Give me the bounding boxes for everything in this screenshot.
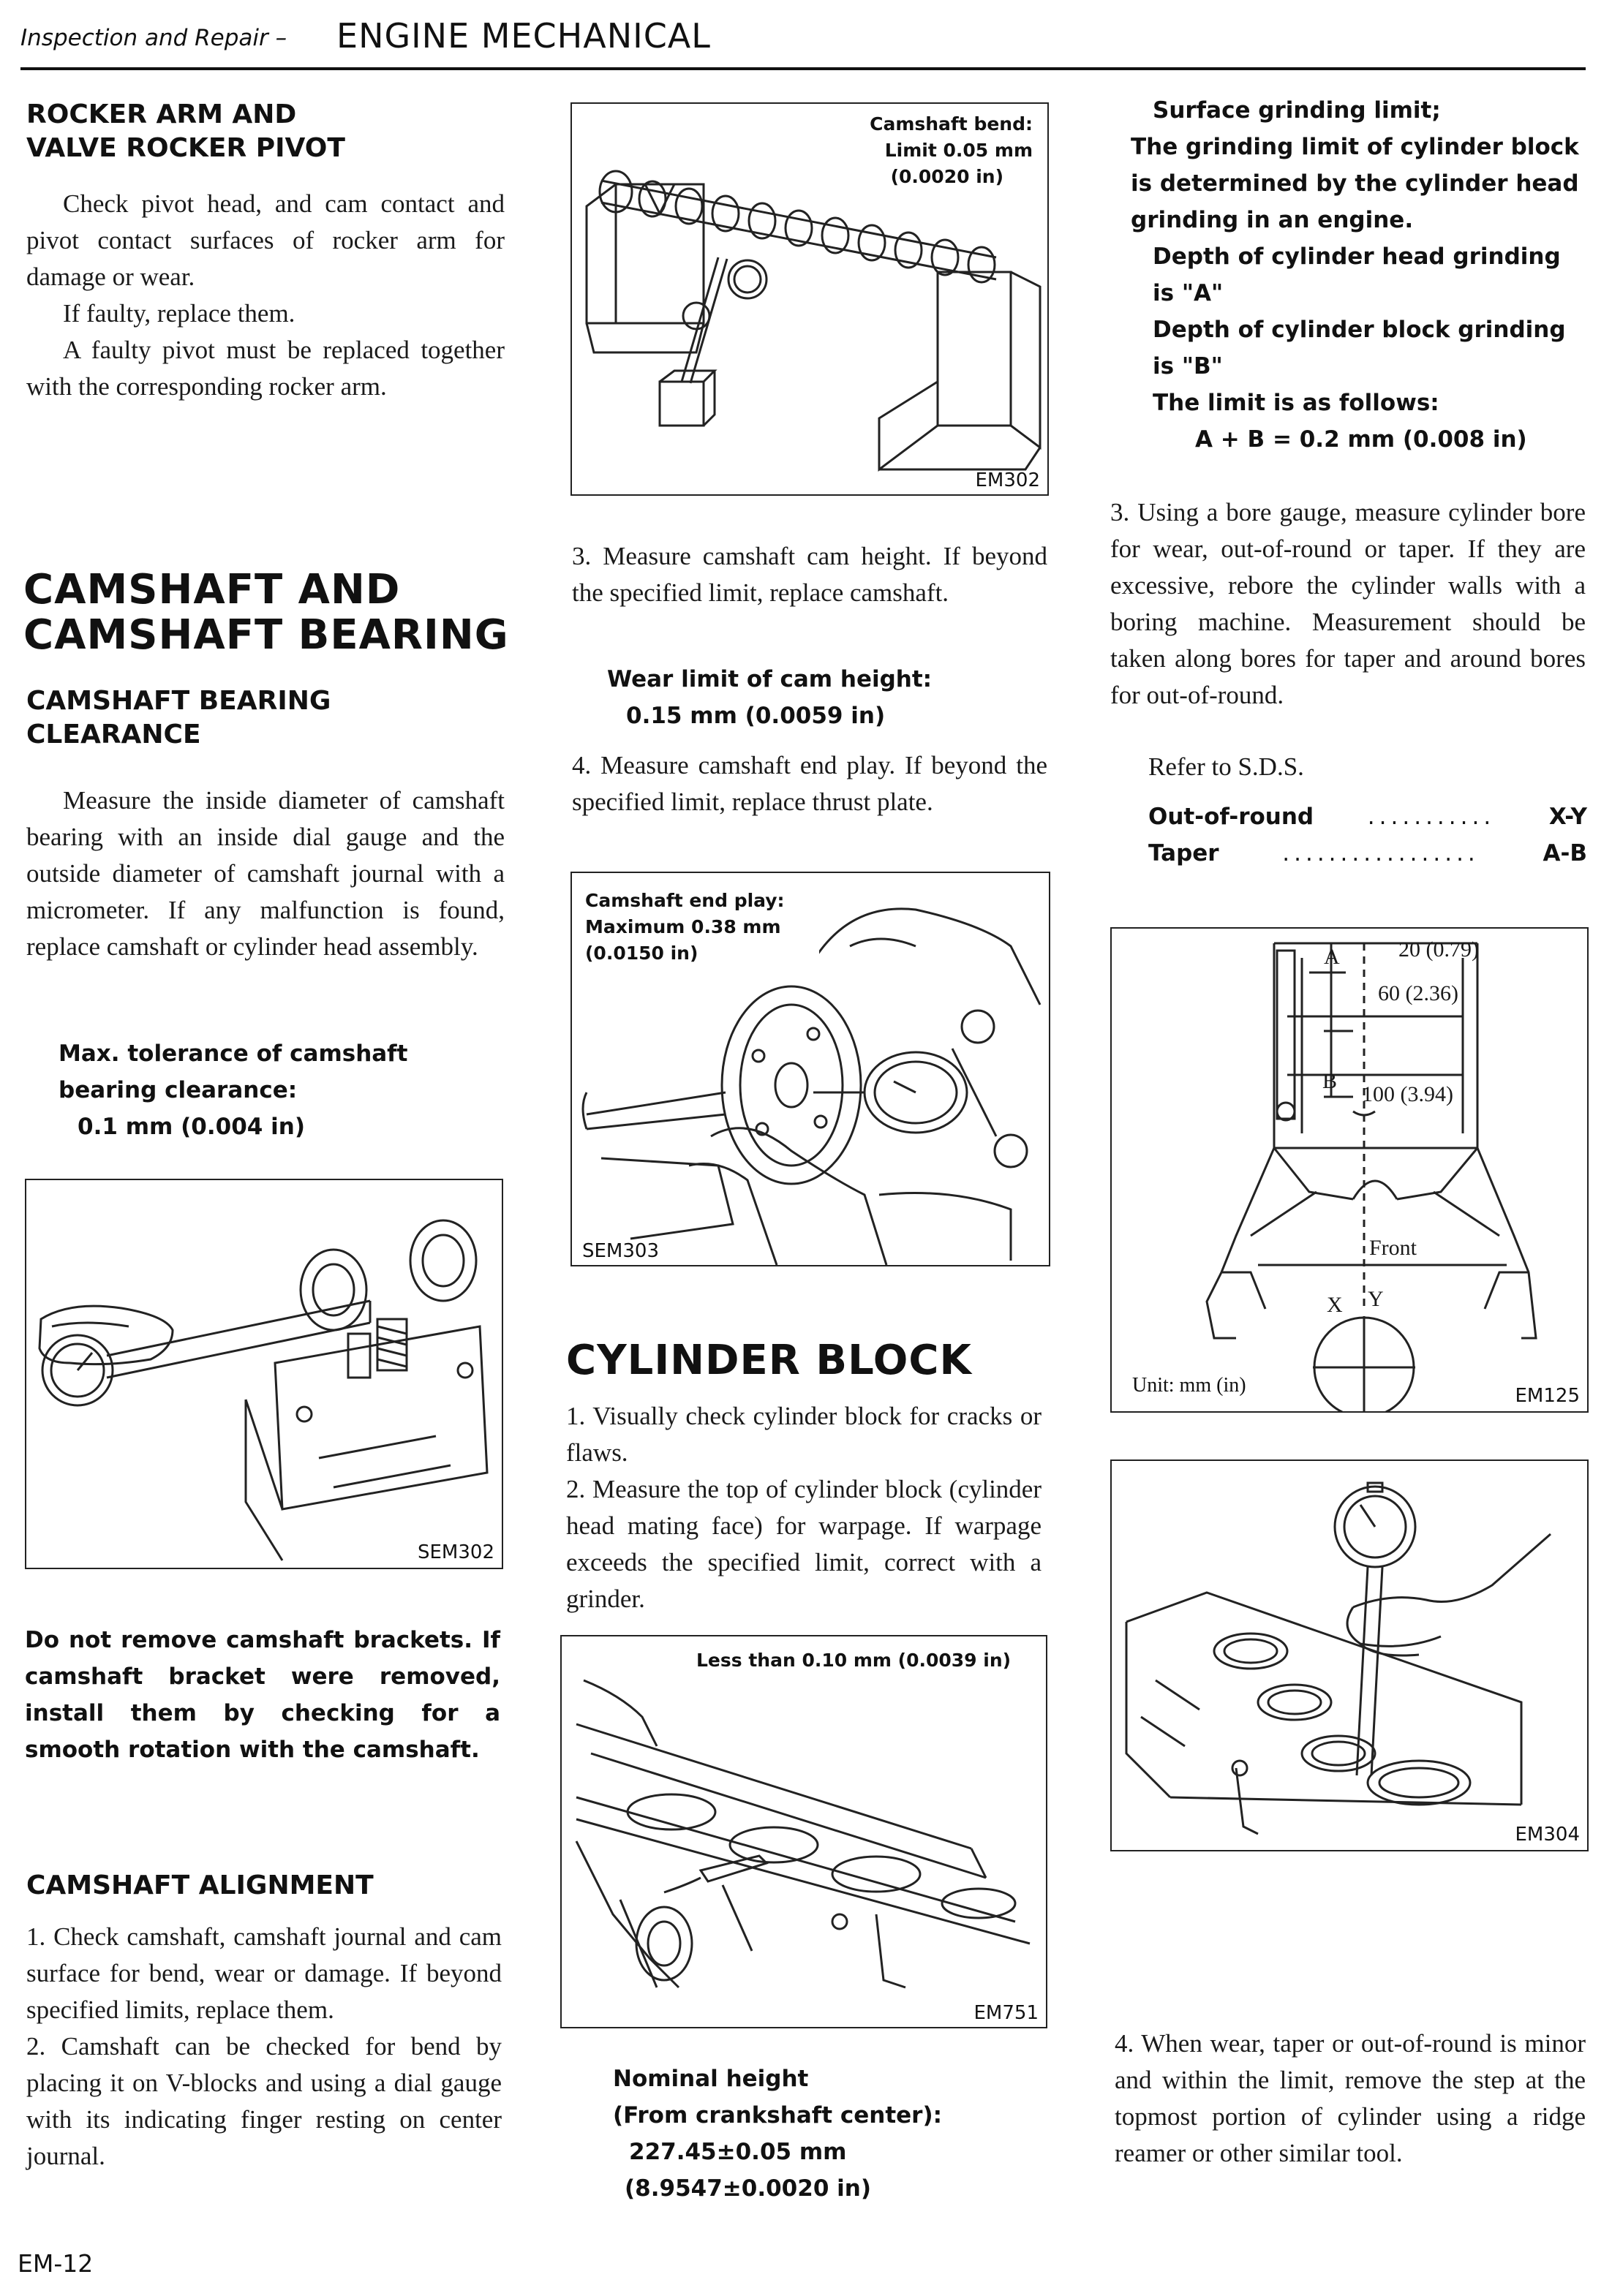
header-title: ENGINE MECHANICAL [336, 16, 711, 56]
rocker-heading: ROCKER ARM AND VALVE ROCKER PIVOT [26, 99, 345, 163]
figure-sem303 [570, 872, 1050, 1266]
em751-callout: Less than 0.10 mm (0.0039 in) [696, 1650, 1012, 1671]
em125-dim-20: 20 (0.79) [1398, 937, 1479, 962]
cam-height-step: 3. Measure camshaft cam height. If beyond the specified limit, replace camshaft. [572, 542, 1047, 607]
figure-em304-label: EM304 [1515, 1824, 1580, 1846]
figure-em751-label: EM751 [973, 2002, 1039, 2024]
em125-label-y: Y [1368, 1287, 1384, 1311]
rocker-p2: If faulty, replace them. [63, 299, 295, 328]
figure-em125 [1110, 927, 1589, 1413]
nominal-height-spec: Nominal height (From crankshaft center): 227.45±0.05 mm (8.9547±0.0020 in) [613, 2066, 943, 2202]
figure-em302-label: EM302 [975, 469, 1040, 491]
bearing-clearance-text: Measure the inside diameter of camshaft bearing with an inside dial gauge and the outside diameter of camshaft journal with a micrometer. If any malfunction is found, replace camshaft or cylinder head assembly. [26, 786, 505, 961]
alignment-step-1: 1. Check camshaft, camshaft journal and cam surface for bend, wear or damage. If beyond specified limits, replace them. [26, 1922, 502, 2024]
header-section: Inspection and Repair – [20, 25, 287, 51]
end-play-step: 4. Measure camshaft end play. If beyond the specified limit, replace thrust plate. [572, 751, 1047, 816]
bearing-clearance-heading: CAMSHAFT BEARING CLEARANCE [26, 686, 331, 749]
alignment-body [26, 1919, 502, 2175]
oor-row: Out-of-round ........... X-Y [1148, 804, 1587, 830]
alignment-heading: CAMSHAFT ALIGNMENT [26, 1870, 374, 1900]
figure-sem302-label: SEM302 [418, 1541, 494, 1563]
sem303-callout: Camshaft end play: Maximum 0.38 mm (0.0150 in) [585, 888, 819, 967]
rocker-body [26, 186, 505, 405]
page-number: EM-12 [18, 2249, 94, 2278]
figure-sem303-label: SEM303 [582, 1240, 659, 1262]
em302-callout: Camshaft bend: Limit 0.05 mm (0.0020 in) [870, 113, 1033, 187]
em125-label-x: X [1327, 1293, 1343, 1317]
ridge-reamer-step: 4. When wear, taper or out-of-round is minor and within the limit, remove the step at the topmost portion of cylinder using a ridge reamer or other similar tool. [1115, 2029, 1586, 2167]
cylinder-block-steps [566, 1398, 1042, 1617]
figure-em125-label: EM125 [1515, 1385, 1580, 1407]
rocker-p3: A faulty pivot must be replaced together with the corresponding rocker arm. [26, 336, 505, 401]
figure-em751 [560, 1635, 1047, 2028]
cylinder-block-heading: CYLINDER BLOCK [566, 1337, 972, 1384]
taper-row: Taper ................. A-B [1148, 840, 1587, 866]
inside-dial-gauge-illustration [26, 1180, 502, 1568]
figure-em304 [1110, 1459, 1589, 1851]
oor-taper-spec [1148, 798, 1587, 872]
page-header [20, 15, 1586, 70]
bore-gauge-illustration [1112, 1461, 1587, 1850]
rocker-p1: Check pivot head, and cam contact and pivot contact surfaces of rocker arm for damage or wear. [26, 189, 505, 291]
em125-label-a: A [1324, 945, 1340, 969]
em125-unit: Unit: mm (in) [1132, 1374, 1246, 1397]
cylinder-bore-diagram [1112, 929, 1587, 1411]
alignment-step-2: 2. Camshaft can be checked for bend by placing it on V-blocks and using a dial gauge with its indicating finger resting on center journal. [26, 2032, 502, 2170]
straight-edge-warpage-illustration [562, 1636, 1046, 2027]
refer-sds: Refer to S.D.S. [1148, 752, 1304, 781]
bore-gauge-step: 3. Using a bore gauge, measure cylinder bore for wear, out-of-round or taper. If they are excessive, rebore the cylinder walls with a boring machine. Measurement should be taken along bores for taper and around bores for out-of-round. [1110, 498, 1586, 709]
em125-label-front: Front [1369, 1236, 1417, 1260]
figure-sem302 [25, 1179, 503, 1569]
cylinder-step-1: 1. Visually check cylinder block for cracks or flaws. [566, 1402, 1042, 1467]
em125-dim-100: 100 (3.94) [1362, 1082, 1453, 1106]
header-rule [20, 67, 1586, 70]
bearing-tolerance-spec: Max. tolerance of camshaft bearing clearance: 0.1 mm (0.004 in) [59, 1041, 408, 1140]
camshaft-heading: CAMSHAFT AND CAMSHAFT BEARING [23, 566, 509, 659]
bracket-warning: Do not remove camshaft brackets. If camshaft bracket were removed, install them by checking for a smooth rotation with the camshaft. [25, 1627, 500, 1763]
em125-dim-60: 60 (2.36) [1378, 981, 1458, 1005]
em125-label-b: B [1322, 1069, 1338, 1093]
figure-em302 [570, 102, 1049, 496]
grinding-limit-spec: Surface grinding limit; The grinding limit of cylinder block is determined by the cylinder head grinding in an engine. Depth of cylinder head grinding is "A" Depth of cylinder block grinding is "B" The limit is as follows: A + B = 0.2 mm (0.008 in) [1131, 97, 1579, 453]
cam-height-spec: Wear limit of cam height: 0.15 mm (0.0059 in) [607, 666, 933, 729]
cylinder-step-2: 2. Measure the top of cylinder block (cylinder head mating face) for warpage. If warpage exceeds the specified limit, correct with a grinder. [566, 1475, 1042, 1613]
